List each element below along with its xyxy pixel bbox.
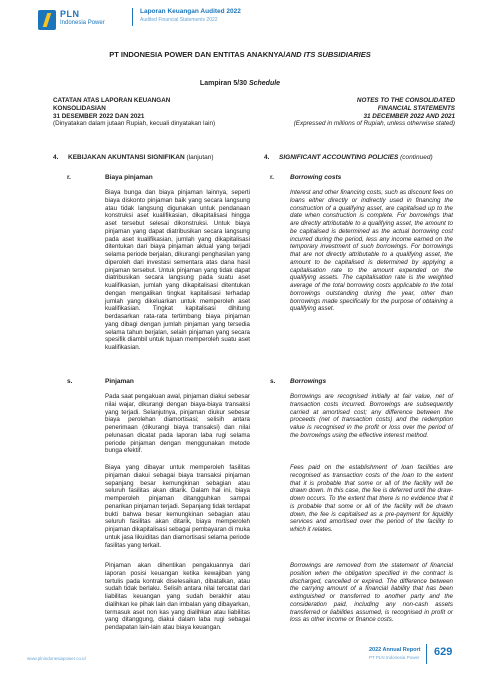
subsection-s-title-left: Pinjaman [105, 378, 134, 385]
borrowings-para3-id: Pinjaman akan dihentikan pengakuannya dari laporan posisi keuangan ketika kewajiban yang tertulis pada kontrak diselesaikan, dibatalkan, atau sudah tidak berlaku. Selisih antara nilai tercatat dari liabilitas keuangan yang sudah berakhir atau dialihkan ke pihak lain dan imbalan yang dibayarkan, termasuk aset non kas yang dialihkan atau liabilitas yang ditanggung, diakui dalam laba rugi sebagai pendapatan lain-lain atau biaya keuangan. [105, 562, 250, 631]
brand-name: PLN [60, 9, 80, 19]
subsection-r-title-left: Biaya pinjaman [105, 174, 153, 181]
subsection-r-letter-left: r. [67, 174, 71, 181]
subsection-s-letter-left: s. [67, 378, 73, 385]
schedule-label: Lampiran 5/30 Schedule [199, 80, 281, 87]
footer-divider [426, 644, 427, 664]
borrowing-costs-para-id: Biaya bunga dan biaya pinjaman lainnya, seperti biaya diskonto pinjaman baik yang secara langsung atau tidak langsung digunakan untuk pendanaan konstruksi aset kualifikasian, dikapitalisasi hingga aset tersebut selesai dikonstruksi. Untuk biaya pinjaman yang dapat diatribusikan secara langsung pada aset kualifikasian, jumlah yang dikapitalisasi ditentukan dari biaya pinjaman aktual yang terjadi selama periode berjalan, dikurangi penghasilan yang diperoleh dari investasi sementara atas dana hasil pinjaman tersebut. Untuk pinjaman yang tidak dapat diatribusikan secara langsung pada suatu aset kualifikasian, jumlah yang dikapitalisasi ditentukan dengan mengalikan tingkat kapitalisasi terhadap jumlah yang dikeluarkan untuk memperoleh aset kualifikasian. Tingkat kapitalisasi dihitung berdasarkan rata-rata tertimbang biaya pinjaman yang dibagi dengan jumlah pinjaman yang tersedia selama tahun berjalan, selain pinjaman yang secara spesifik diambil untuk tujuan memperoleh suatu aset kualifikasian. [105, 189, 250, 351]
company-name: PT INDONESIA POWER DAN ENTITAS ANAKNYA/AND ITS SUBSIDIARIES [109, 50, 371, 59]
report-subtitle: Audited Financial Statements 2022 [140, 17, 218, 23]
pln-lightning-icon [38, 10, 56, 30]
brand-subtitle: Indonesia Power [60, 20, 105, 26]
page-footer [0, 640, 480, 679]
right-heading [264, 97, 455, 120]
report-header-bar [0, 0, 480, 40]
right-date: 31 DECEMBER 2022 AND 2021 [363, 112, 455, 120]
right-title-2: FINANCIAL STATEMENTS [377, 104, 455, 112]
borrowings-para1-id: Pada saat pengakuan awal, pinjaman diakui sebesar nilai wajar, dikurangi dengan biaya-biaya transaksi yang terjadi. Selanjutnya, pinjaman diukur sebesar biaya perolehan diamortisasi; selisih antara penerimaan (dikurangi biaya transaksi) dan nilai pelunasan dicatat pada laporan laba rugi selama periode pinjaman dengan menggunakan metode bunga efektif. [105, 393, 250, 455]
page-number: 629 [434, 646, 453, 658]
borrowings-para3-en: Borrowings are removed from the statement of financial position when the obligation specified in the contract is discharged, cancelled or expired. The difference between the carrying amount of a financial liability that has been extinguished or transferred to another party and the consideration paid, including any non-cash assets transferred or liabilities assumed, is recognised in profit or loss as other income or finance costs. [290, 562, 453, 624]
right-title-1: NOTES TO THE CONSOLIDATED [356, 97, 455, 104]
header-divider [132, 8, 133, 26]
borrowings-para2-id: Biaya yang dibayar untuk memperoleh fasilitas pinjaman diakui sebagai biaya transaksi pinjaman sepanjang besar kemungkinan sebagian atau seluruh fasilitas akan ditarik. Dalam hal ini, biaya memperoleh pinjaman ditangguhkan sampai penarikan pinjaman terjadi. Sepanjang tidak terdapat bukti bahwa besar kemungkinan sebagian atau seluruh fasilitas akan ditarik, biaya memperoleh pinjaman dikapitalisasi sebagai pembayaran di muka untuk jasa likuiditas dan diamortisasi selama periode fasilitas yang terkait. [105, 464, 250, 549]
left-title-2: KONSOLIDASIAN [53, 104, 106, 112]
borrowings-para1-en: Borrowings are recognised initially at fair value, net of transaction costs incurred. Borrowings are subsequently carried at amortised cost; any difference between the proceeds (net of transaction costs) and the redemption value is recognised in the profit or loss over the period of the borrowings using the effective interest method. [290, 393, 453, 439]
document-header [0, 50, 480, 59]
subsection-r-title-right: Borrowing costs [290, 174, 342, 181]
footer-report-title: 2022 Annual Report [369, 647, 421, 653]
section-number-right: 4. [264, 154, 270, 161]
right-unit: (Expressed in millions of Rupiah, unless otherwise stated) [293, 120, 455, 127]
left-unit: (Dinyatakan dalam jutaan Rupiah, kecuali dinyatakan lain) [53, 120, 216, 127]
footer-company: PT PLN Indonesia Power [369, 655, 420, 660]
subsection-s-title-right: Borrowings [290, 378, 327, 385]
left-title-1: CATATAN ATAS LAPORAN KEUANGAN [53, 97, 171, 104]
subsection-s-letter-right: s. [270, 378, 276, 385]
report-title: Laporan Keuangan Audited 2022 [140, 8, 241, 15]
footer-website: www.plnindonesiapower.co.id [27, 656, 86, 661]
left-date: 31 DESEMBER 2022 DAN 2021 [53, 112, 145, 120]
section-title-left: KEBIJAKAN AKUNTANSI SIGNIFIKAN (lanjutan) [68, 154, 214, 161]
borrowings-para2-en: Fees paid on the establishment of loan facilities are recognised as transaction costs of the loan to the extent that it is probable that some or all of the facility will be drawn down. In this case, the fee is deferred until the draw-down occurs. To the extent that there is no evidence that it is probable that some or all of the facility will be drawn down, the fee is capitalised as a pre-payment for liquidity services and amortised over the period of the facility to which it relates. [290, 464, 453, 533]
section-number-left: 4. [53, 154, 59, 161]
section-title-right: SIGNIFICANT ACCOUNTING POLICIES (continued) [279, 154, 433, 161]
borrowing-costs-para-en: Interest and other financing costs, such as discount fees on loans either directly or indirectly used in financing the construction of a qualifying asset, are capitalised up to the date when construction is complete. For borrowings that are directly attributable to a qualifying asset, the amount to be capitalised is determined as the actual borrowing cost incurred during the period, less any income earned on the temporary investment of such borrowings. For borrowings that are not directly attributable to a qualifying asset, the amount to be capitalised is determined by applying a capitalisation rate to the amount expended on the qualifying assets. The capitalisation rate is the weighted average of the total borrowing costs applicable to the total borrowings outstanding during the year, other than borrowings made specifically for the purpose of obtaining a qualifying asset. [290, 189, 453, 313]
subsection-r-letter-right: r. [270, 174, 274, 181]
left-heading [53, 97, 249, 120]
